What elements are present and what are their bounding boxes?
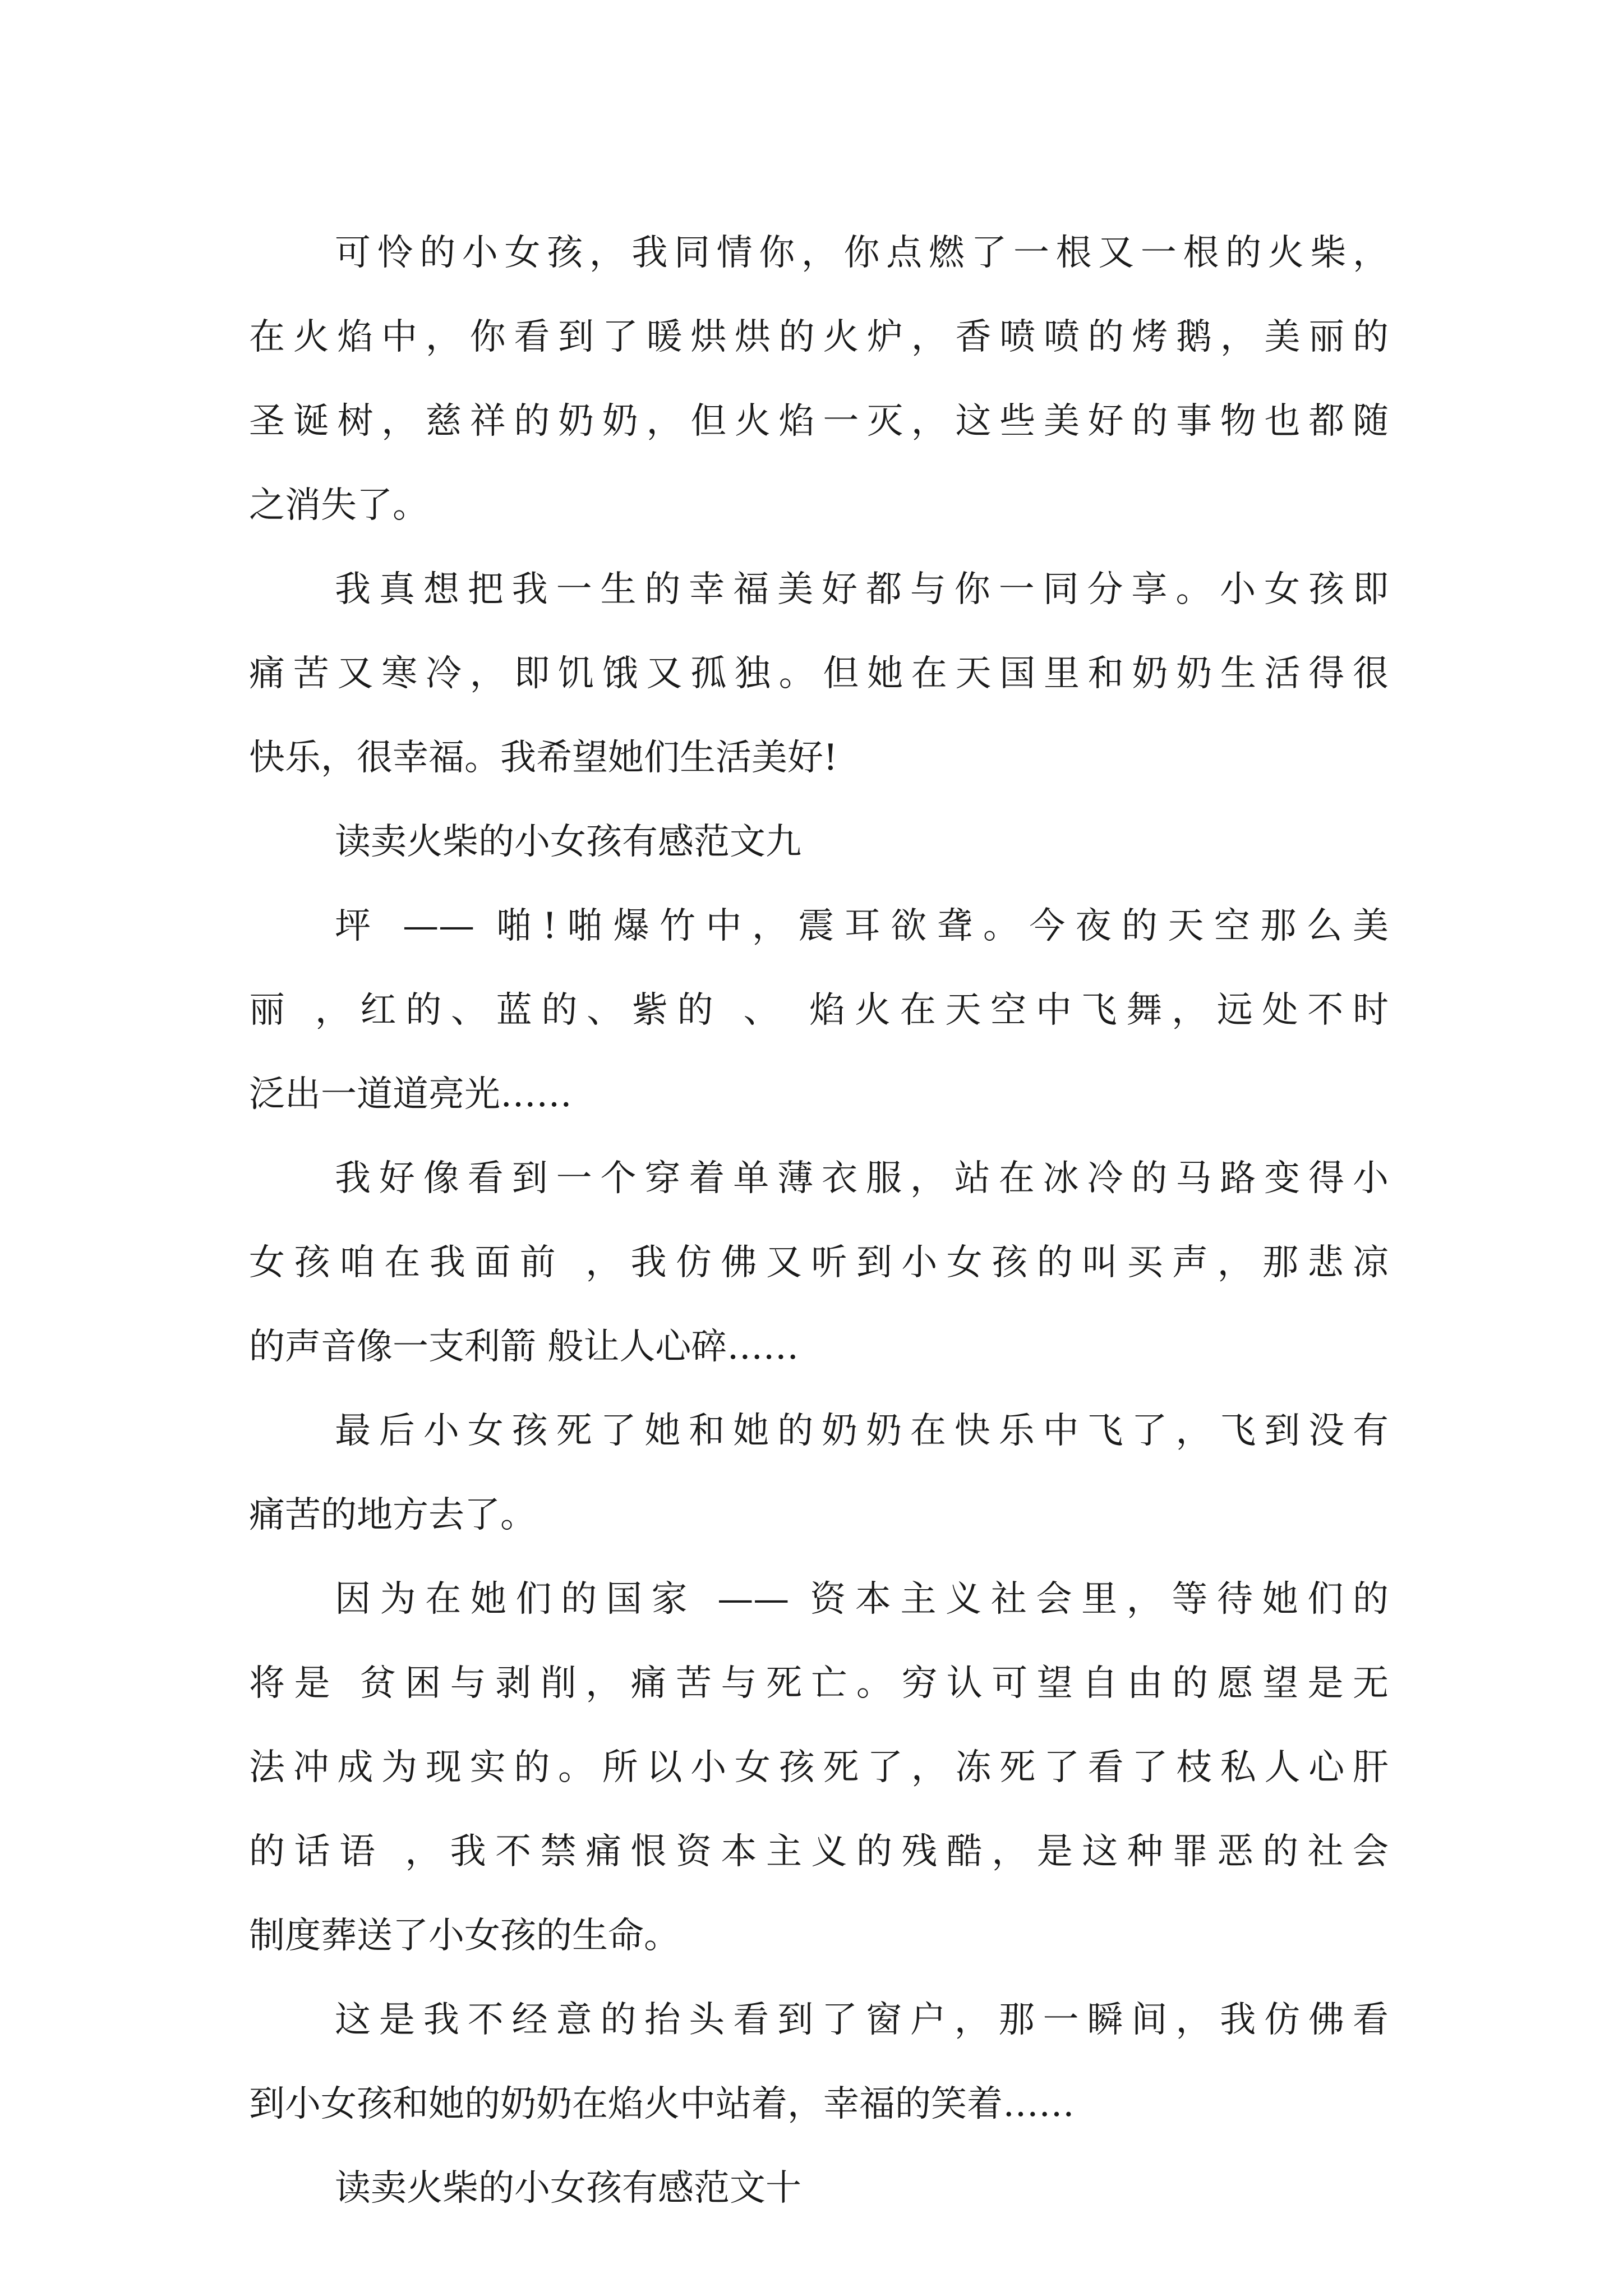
paragraph-line: 的声音像一支利箭 般让人心碎…… [249,1326,799,1368]
paragraph-line: 坪 —— 啪!啪爆竹中，震耳欲聋。今夜的天空那么美 [335,905,1389,947]
paragraph-line: 制度葬送了小女孩的生命。 [249,1915,680,1957]
paragraph-line: 之消失了。 [249,485,428,526]
paragraph-line: 快乐，很幸福。我希望她们生活美好! [249,737,838,779]
paragraph-line: 女孩咱在我面前 ，我仿佛又听到小女孩的叫买声，那悲凉 [249,1242,1389,1283]
paragraph-line: 我真想把我一生的幸福美好都与你一同分享。小女孩即 [335,569,1389,610]
paragraph-line: 因为在她们的国家 —— 资本主义社会里，等待她们的 [335,1579,1389,1620]
paragraph-line: 圣诞树，慈祥的奶奶，但火焰一灭，这些美好的事物也都随 [249,401,1389,442]
paragraph-line: 这是我不经意的抬头看到了窗户，那一瞬间，我仿佛看 [335,1999,1389,2041]
paragraph-line: 到小女孩和她的奶奶在焰火中站着，幸福的笑着…… [249,2083,1075,2125]
paragraph-line: 的话语 ，我不禁痛恨资本主义的残酷，是这种罪恶的社会 [249,1831,1389,1872]
paragraph-line: 法冲成为现实的。所以小女孩死了，冻死了看了枝私人心肝 [249,1747,1389,1788]
paragraph-line: 可怜的小女孩，我同情你，你点燃了一根又一根的火柴， [335,232,1389,274]
paragraph-line: 将是 贫困与剥削，痛苦与死亡。穷认可望自由的愿望是无 [249,1663,1389,1704]
section-heading: 读卖火柴的小女孩有感范文十 [335,2168,801,2209]
paragraph-line: 最后小女孩死了她和她的奶奶在快乐中飞了，飞到没有 [335,1410,1389,1452]
paragraph-line: 在火焰中，你看到了暖烘烘的火炉，香喷喷的烤鹅，美丽的 [249,316,1389,358]
paragraph-line: 丽 ，红的、蓝的、紫的 、 焰火在天空中飞舞，远处不时 [249,990,1389,1031]
paragraph-line: 泛出一道道亮光…… [249,1074,572,1115]
paragraph-line: 痛苦的地方去了。 [249,1494,536,1536]
section-heading: 读卖火柴的小女孩有感范文九 [335,821,801,863]
paragraph-line: 我好像看到一个穿着单薄衣服，站在冰冷的马路变得小 [335,1158,1389,1199]
paragraph-line: 痛苦又寒冷，即饥饿又孤独。但她在天国里和奶奶生活得很 [249,653,1389,694]
